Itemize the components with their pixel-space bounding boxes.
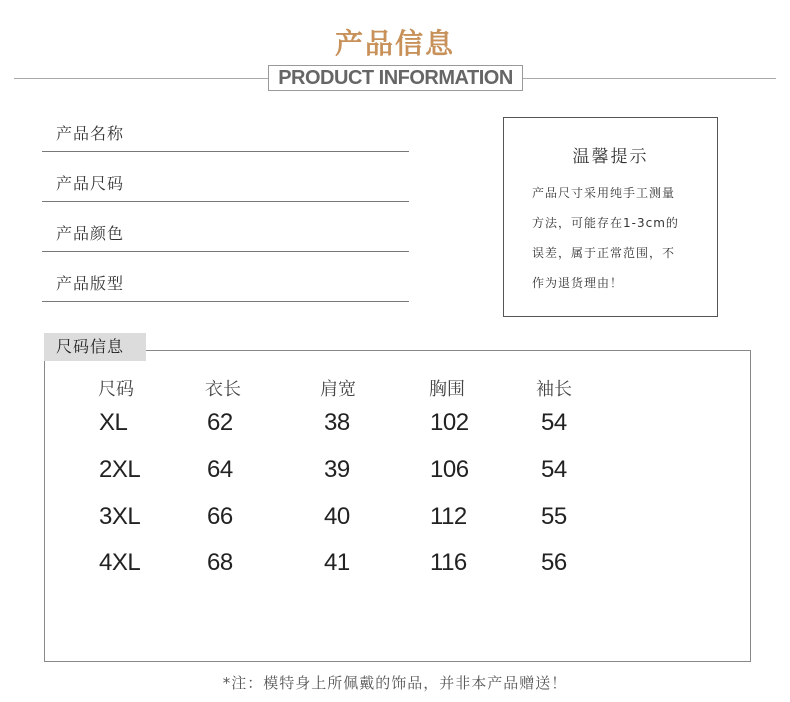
column-header-shoulder: 肩宽 (320, 379, 356, 400)
page-subtitle: PRODUCT INFORMATION (268, 65, 523, 91)
column-header-sleeve: 袖长 (536, 379, 572, 400)
field-product-color (42, 218, 409, 252)
column-header-length: 衣长 (205, 379, 241, 400)
field-product-size (42, 168, 409, 202)
size-table-box (44, 350, 751, 662)
length-cell: 64 (207, 456, 233, 483)
field-product-name (42, 118, 409, 152)
page-title: 产品信息 (334, 27, 455, 60)
field-product-fit (42, 268, 409, 302)
size-cell: 4XL (99, 549, 141, 576)
tips-line: 方法，可能存在1-3cm的 (532, 216, 679, 230)
size-cell: 2XL (99, 456, 141, 483)
shoulder-cell: 40 (324, 503, 350, 530)
field-label: 产品尺码 (56, 174, 125, 193)
footer-note: *注：模特身上所佩戴的饰品，并非本产品赠送！ (222, 674, 568, 692)
sleeve-cell: 54 (541, 456, 567, 483)
chest-cell: 102 (430, 409, 469, 436)
column-header-size: 尺码 (98, 379, 134, 400)
length-cell: 66 (207, 503, 233, 530)
field-label: 产品版型 (56, 274, 125, 293)
shoulder-cell: 41 (324, 549, 350, 576)
length-cell: 68 (207, 549, 233, 576)
tips-box (503, 117, 718, 317)
size-section-tab: 尺码信息 (44, 333, 146, 361)
sleeve-cell: 56 (541, 549, 567, 576)
tips-title: 温馨提示 (572, 147, 649, 167)
chest-cell: 112 (430, 503, 467, 530)
tips-line: 作为退货理由！ (532, 276, 624, 290)
column-header-chest: 胸围 (429, 379, 465, 400)
tips-line: 产品尺寸采用纯手工测量 (532, 186, 676, 200)
length-cell: 62 (207, 409, 233, 436)
chest-cell: 106 (430, 456, 469, 483)
field-label: 产品名称 (56, 124, 125, 143)
size-cell: 3XL (99, 503, 141, 530)
sleeve-cell: 54 (541, 409, 567, 436)
field-label: 产品颜色 (56, 224, 125, 243)
size-cell: XL (99, 409, 128, 436)
tips-line: 误差，属于正常范围，不 (532, 246, 676, 260)
sleeve-cell: 55 (541, 503, 567, 530)
shoulder-cell: 39 (324, 456, 350, 483)
chest-cell: 116 (430, 549, 467, 576)
shoulder-cell: 38 (324, 409, 350, 436)
